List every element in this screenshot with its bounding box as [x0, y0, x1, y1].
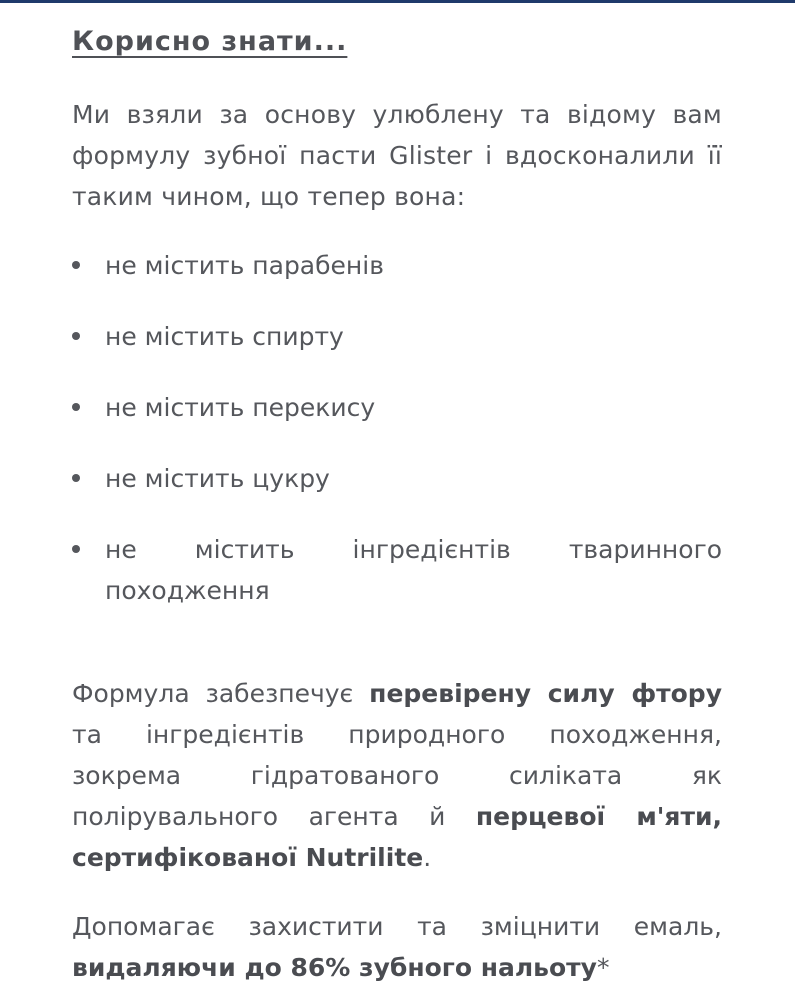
features-list	[72, 245, 722, 611]
list-item	[72, 316, 722, 357]
bullet-icon	[72, 545, 80, 553]
section-heading: Корисно знати...	[72, 26, 348, 57]
formula-bold-2: перцевої м'яти, сертифікованої Nutrilite	[72, 802, 722, 872]
help-text-1: Допомагає захистити та зміцнити емаль,	[72, 912, 722, 941]
list-item	[72, 245, 722, 286]
bullet-icon	[72, 403, 80, 411]
formula-paragraph	[72, 673, 722, 878]
top-divider	[0, 0, 795, 3]
list-item	[72, 458, 722, 499]
list-item-text: не містить парабенів	[105, 251, 384, 280]
formula-text-2: та інгредієнтів природного походження, зокрема гідратованого силіката як полірувального агента й	[72, 720, 722, 831]
help-bold-1: видаляючи до 86% зубного нальоту	[72, 953, 597, 982]
bullet-icon	[72, 261, 80, 269]
intro-paragraph: Ми взяли за основу улюблену та відому вам формулу зубної пасти Glister і вдосконалили її таким чином, що тепер вона:	[72, 100, 722, 211]
article-body	[72, 22, 722, 988]
formula-text-3: .	[423, 843, 432, 872]
formula-text-1: Формула забезпечує	[72, 679, 370, 708]
list-item-text: не містить перекису	[105, 393, 376, 422]
list-item	[72, 529, 722, 611]
help-text-2: *	[596, 953, 610, 982]
list-item-text: не містить цукру	[105, 464, 330, 493]
list-item-text: не містить спирту	[105, 322, 344, 351]
bullet-icon	[72, 332, 80, 340]
list-item	[72, 387, 722, 428]
bullet-icon	[72, 474, 80, 482]
help-paragraph	[72, 906, 722, 988]
list-item-text: не містить інгредієнтів тваринного походження	[105, 535, 722, 605]
formula-bold-1: перевірену силу фтору	[369, 679, 722, 708]
